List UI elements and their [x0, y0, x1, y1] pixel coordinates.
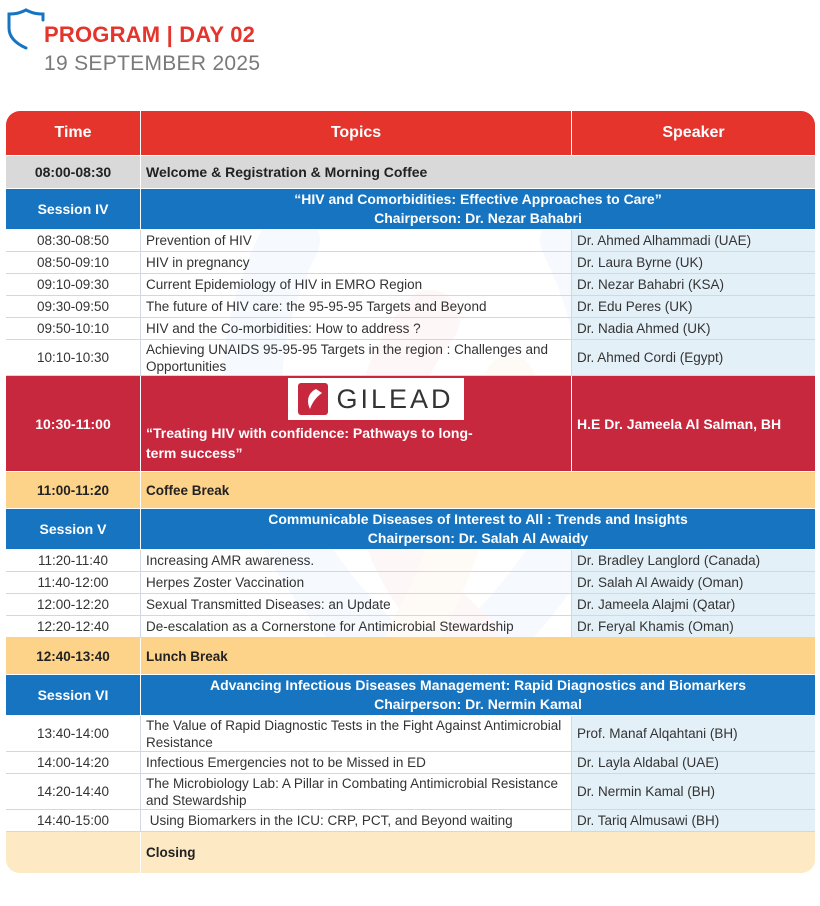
table-header-row: [6, 111, 815, 156]
program-table: [6, 111, 815, 874]
sponsor-time: 10:30-11:00: [6, 376, 141, 471]
session-v-chair: Chairperson: Dr. Salah Al Awaidy: [367, 530, 589, 546]
sponsor-row: [6, 376, 815, 472]
row-topic: Infectious Emergencies not to be Missed in ED: [141, 752, 572, 773]
session-iv-title: “HIV and Comorbidities: Effective Approaches to Care”: [294, 191, 662, 207]
shield-logo-icon: [6, 6, 46, 50]
row-topic: Prevention of HIV: [141, 230, 572, 251]
row-topic: The Value of Rapid Diagnostic Tests in the Fight Against Antimicrobial Resistance: [141, 716, 572, 751]
row-speaker: Dr. Feryal Khamis (Oman): [572, 616, 815, 637]
row-time: 11:20-11:40: [6, 550, 141, 571]
row-speaker: Dr. Ahmed Alhammadi (UAE): [572, 230, 815, 251]
row-topic: The future of HIV care: the 95-95-95 Targets and Beyond: [141, 296, 572, 317]
session-iv-chair: Chairperson: Dr. Nezar Bahabri: [374, 210, 582, 226]
row-time: 14:40-15:00: [6, 810, 141, 831]
row-speaker: Dr. Nezar Bahabri (KSA): [572, 274, 815, 295]
table-row: [6, 616, 815, 638]
header-topics: Topics: [141, 111, 572, 155]
session-v-label: Session V: [6, 509, 141, 549]
row-topic: Current Epidemiology of HIV in EMRO Region: [141, 274, 572, 295]
session-iv-row: [6, 189, 815, 230]
row-time: 10:10-10:30: [6, 340, 141, 375]
row-speaker: Dr. Laura Byrne (UK): [572, 252, 815, 273]
session-v-row: [6, 509, 815, 550]
table-row: [6, 550, 815, 572]
row-speaker: Dr. Bradley Langlord (Canada): [572, 550, 815, 571]
table-row: [6, 252, 815, 274]
closing-label: Closing: [146, 845, 196, 860]
row-topic: HIV in pregnancy: [141, 252, 572, 273]
table-row: [6, 230, 815, 252]
session-v-title: Communicable Diseases of Interest to All : Trends and Insights: [268, 511, 688, 527]
row-topic: Increasing AMR awareness.: [141, 550, 572, 571]
page-header: [0, 0, 820, 100]
session-iv-label: Session IV: [6, 189, 141, 229]
row-topic: Using Biomarkers in the ICU: CRP, PCT, and Beyond waiting: [141, 810, 572, 831]
row-speaker: Prof. Manaf Alqahtani (BH): [572, 716, 815, 751]
session-vi-heading: [141, 675, 815, 715]
session-vi-label: Session VI: [6, 675, 141, 715]
table-row: [6, 774, 815, 810]
table-row: [6, 318, 815, 340]
session-vi-chair: Chairperson: Dr. Nermin Kamal: [374, 696, 582, 712]
welcome-time: 08:00-08:30: [6, 156, 141, 188]
row-time: 09:10-09:30: [6, 274, 141, 295]
row-speaker: Dr. Nadia Ahmed (UK): [572, 318, 815, 339]
row-time: 09:50-10:10: [6, 318, 141, 339]
welcome-topic: Welcome & Registration & Morning Coffee: [146, 164, 428, 180]
row-speaker: Dr. Salah Al Awaidy (Oman): [572, 572, 815, 593]
gilead-logo: [288, 378, 464, 420]
header-time: Time: [6, 111, 141, 155]
session-v-heading: [141, 509, 815, 549]
sponsor-topic-cell: [141, 376, 572, 471]
row-topic: Sexual Transmitted Diseases: an Update: [141, 594, 572, 615]
closing-row: [6, 832, 815, 874]
welcome-row: [6, 156, 815, 189]
coffee-break-row: [6, 472, 815, 509]
row-topic: De-escalation as a Cornerstone for Antimicrobial Stewardship: [141, 616, 572, 637]
row-time: 08:50-09:10: [6, 252, 141, 273]
row-time: 09:30-09:50: [6, 296, 141, 317]
row-speaker: Dr. Tariq Almusawi (BH): [572, 810, 815, 831]
gilead-mark-icon: [298, 383, 328, 415]
coffee-label: Coffee Break: [146, 482, 230, 498]
row-time: 12:00-12:20: [6, 594, 141, 615]
sponsor-speaker: H.E Dr. Jameela Al Salman, BH: [577, 415, 782, 432]
table-row: [6, 296, 815, 318]
page-date: 19 SEPTEMBER 2025: [44, 52, 261, 75]
table-row: [6, 716, 815, 752]
session-iv-heading: [141, 189, 815, 229]
row-time: 08:30-08:50: [6, 230, 141, 251]
table-row: [6, 752, 815, 774]
row-speaker: Dr. Nermin Kamal (BH): [572, 774, 815, 809]
gilead-logo-text: GILEAD: [336, 383, 454, 414]
table-row: [6, 572, 815, 594]
row-time: 12:20-12:40: [6, 616, 141, 637]
row-time: 11:40-12:00: [6, 572, 141, 593]
row-topic: Herpes Zoster Vaccination: [141, 572, 572, 593]
closing-time: [6, 832, 141, 873]
header-speaker: Speaker: [662, 124, 725, 141]
lunch-time: 12:40-13:40: [6, 638, 141, 674]
row-speaker: Dr. Ahmed Cordi (Egypt): [572, 340, 815, 375]
row-speaker: Dr. Layla Aldabal (UAE): [572, 752, 815, 773]
session-vi-row: [6, 675, 815, 716]
page-title: PROGRAM | DAY 02: [44, 22, 256, 47]
row-topic: The Microbiology Lab: A Pillar in Combating Antimicrobial Resistance and Stewardship: [141, 774, 572, 809]
row-topic: Achieving UNAIDS 95-95-95 Targets in the region : Challenges and Opportunities: [141, 340, 572, 375]
lunch-label: Lunch Break: [146, 648, 228, 664]
row-speaker: Dr. Jameela Alajmi (Qatar): [572, 594, 815, 615]
session-vi-title: Advancing Infectious Diseases Management: Rapid Diagnostics and Biomarkers: [209, 677, 747, 693]
table-row: [6, 340, 815, 376]
table-row: [6, 810, 815, 832]
sponsor-topic: “Treating HIV with confidence: Pathways to long-term success”: [146, 425, 473, 461]
coffee-time: 11:00-11:20: [6, 472, 141, 508]
row-topic: HIV and the Co-morbidities: How to address ?: [141, 318, 572, 339]
row-time: 14:20-14:40: [6, 774, 141, 809]
table-row: [6, 274, 815, 296]
row-time: 14:00-14:20: [6, 752, 141, 773]
row-time: 13:40-14:00: [6, 716, 141, 751]
lunch-break-row: [6, 638, 815, 675]
row-speaker: Dr. Edu Peres (UK): [572, 296, 815, 317]
table-row: [6, 594, 815, 616]
